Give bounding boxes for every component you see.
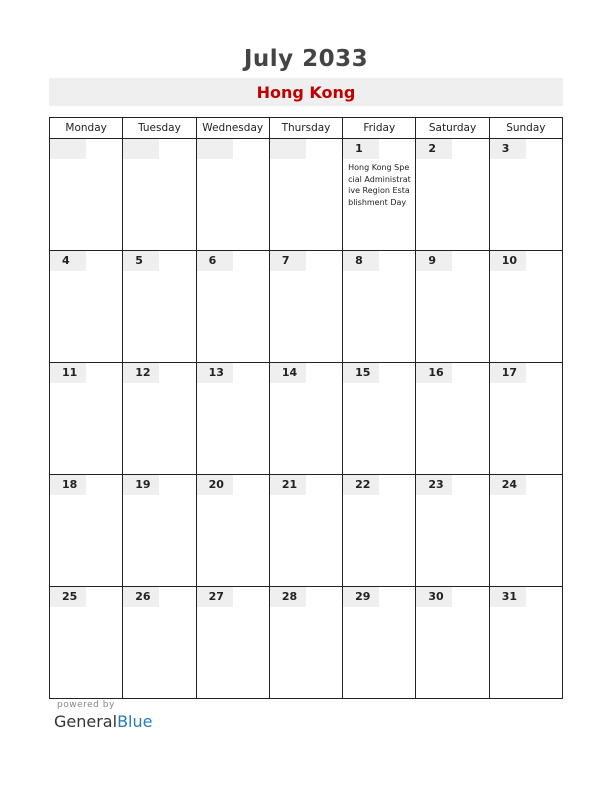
holiday-label: Hong Kong Special Administrative Region Establishment Day (348, 163, 411, 207)
day-number (50, 139, 86, 159)
day-number: 1 (343, 139, 379, 159)
day-cell (489, 251, 562, 363)
day-number: 30 (416, 587, 452, 607)
day-cell (489, 587, 562, 699)
day-number: 7 (270, 251, 306, 271)
day-cell (416, 139, 489, 251)
calendar-title: July 2033 (243, 46, 369, 72)
day-cell (343, 363, 416, 475)
day-number: 17 (490, 363, 526, 383)
day-number: 28 (270, 587, 306, 607)
day-cell (489, 475, 562, 587)
day-cell (343, 587, 416, 699)
day-cell (196, 587, 269, 699)
day-cell (416, 587, 489, 699)
day-cell (489, 139, 562, 251)
week-row (50, 363, 563, 475)
week-row (50, 139, 563, 251)
day-cell (123, 475, 196, 587)
weekday-header: Wednesday (196, 118, 269, 139)
day-cell (50, 139, 123, 251)
weekday-header: Sunday (489, 118, 562, 139)
brand-blue-text: Blue (117, 712, 153, 731)
day-cell (196, 475, 269, 587)
week-row (50, 475, 563, 587)
day-number: 31 (490, 587, 526, 607)
day-cell (123, 139, 196, 251)
day-cell (50, 587, 123, 699)
day-cell (123, 363, 196, 475)
day-number: 5 (123, 251, 159, 271)
day-number: 24 (490, 475, 526, 495)
day-number: 19 (123, 475, 159, 495)
day-cell (269, 475, 342, 587)
country-banner (49, 78, 563, 106)
generalblue-logo[interactable] (54, 712, 152, 731)
day-number: 21 (270, 475, 306, 495)
day-number: 29 (343, 587, 379, 607)
week-row (50, 587, 563, 699)
day-cell (50, 251, 123, 363)
weekday-header: Saturday (416, 118, 489, 139)
day-cell (343, 475, 416, 587)
day-cell (269, 587, 342, 699)
day-number: 14 (270, 363, 306, 383)
day-cell (123, 251, 196, 363)
day-cell (269, 139, 342, 251)
day-cell (416, 363, 489, 475)
day-number: 10 (490, 251, 526, 271)
day-number: 16 (416, 363, 452, 383)
day-number: 27 (197, 587, 233, 607)
week-row (50, 251, 563, 363)
day-number: 12 (123, 363, 159, 383)
weekday-header-row (50, 118, 563, 139)
day-cell (123, 587, 196, 699)
country-name: Hong Kong (256, 83, 356, 102)
day-cell (269, 251, 342, 363)
weekday-header: Tuesday (123, 118, 196, 139)
month-calendar-grid (49, 117, 563, 699)
day-number: 4 (50, 251, 86, 271)
day-number (123, 139, 159, 159)
day-cell (196, 251, 269, 363)
day-number: 13 (197, 363, 233, 383)
day-number: 25 (50, 587, 86, 607)
weekday-header: Friday (343, 118, 416, 139)
day-cell (196, 139, 269, 251)
day-cell (196, 363, 269, 475)
day-number: 2 (416, 139, 452, 159)
day-cell (269, 363, 342, 475)
day-number (270, 139, 306, 159)
day-cell (50, 363, 123, 475)
powered-by-label: powered by (57, 700, 115, 710)
day-number: 11 (50, 363, 86, 383)
day-number: 9 (416, 251, 452, 271)
day-cell (416, 251, 489, 363)
day-number: 23 (416, 475, 452, 495)
weekday-header: Monday (50, 118, 123, 139)
day-number (197, 139, 233, 159)
day-number: 3 (490, 139, 526, 159)
day-cell (343, 139, 416, 251)
day-cell (343, 251, 416, 363)
day-number: 8 (343, 251, 379, 271)
weekday-header: Thursday (269, 118, 342, 139)
day-cell (489, 363, 562, 475)
day-cell (50, 475, 123, 587)
day-number: 6 (197, 251, 233, 271)
day-number: 15 (343, 363, 379, 383)
brand-general-text: General (54, 712, 118, 731)
day-number: 20 (197, 475, 233, 495)
day-number: 18 (50, 475, 86, 495)
day-cell (416, 475, 489, 587)
day-number: 26 (123, 587, 159, 607)
day-number: 22 (343, 475, 379, 495)
